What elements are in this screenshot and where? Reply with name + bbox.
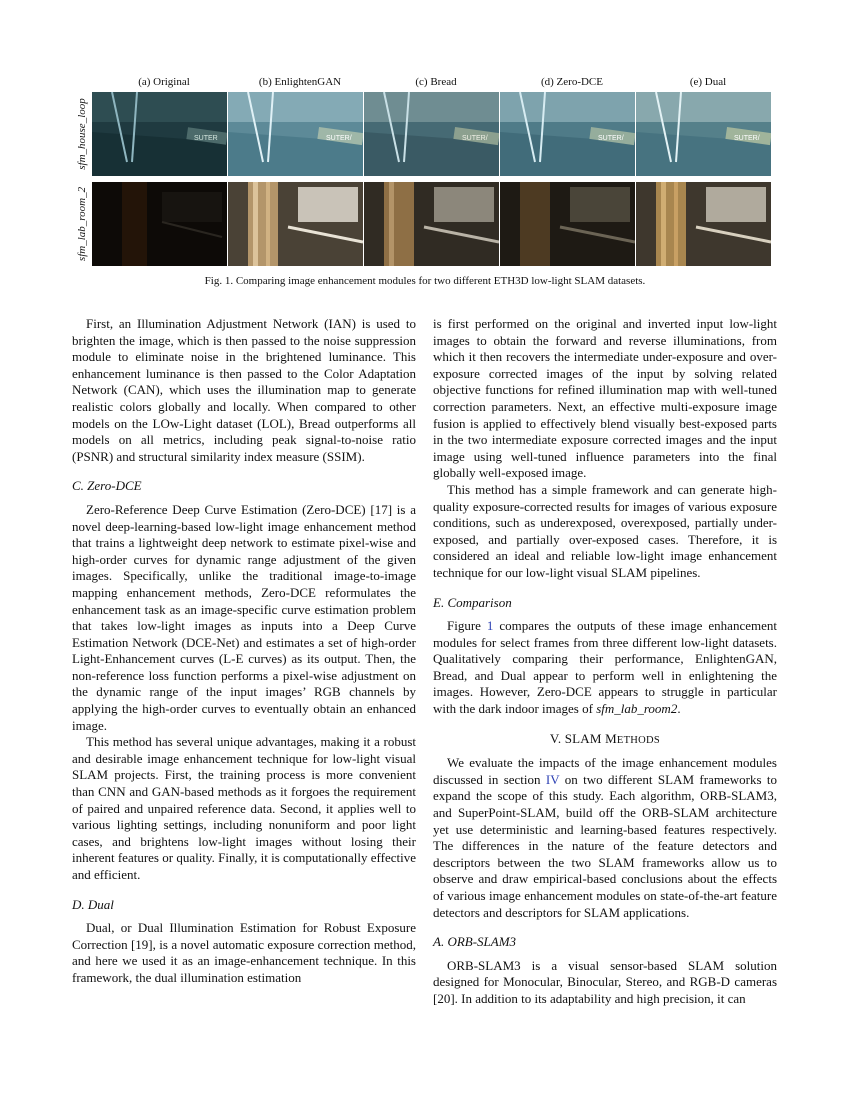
subsection-heading-dual: D. Dual [72, 896, 114, 912]
paragraph: Zero-Reference Deep Curve Estimation (Zero-DCE) [17] is a novel deep-learning-based low-light image enhancement method that trains a lightweight deep network to estimate pixel-wise and high-order curves for dynamic range adjustment of the given images. Specifically, unlike the traditional image-to-image mapping enhancement methods, Zero-DCE reformulates the enhancement task as an image-specific curve estimation problem that takes low-light images as inputs into a Deep Curve Estimation Network (DCE-Net) and estimates a set of high-order Light-Enhancement curves (L-E curves) as its output. Then, the non-reference loss function performs a pixel-wise adjustment on the dynamic range of the input images’ RGB channels by applying the high-order curves to eventually obtain an enhanced image. [72, 501, 416, 733]
figure-caption: Fig. 1. Comparing image enhancement modules for two different ETH3D low-light SLAM datasets. [204, 275, 646, 287]
row-label-lab-room: sfm_lab_room_2 [76, 186, 88, 262]
image-lab-bread [364, 182, 499, 266]
svg-text:SUTER/: SUTER/ [462, 135, 488, 142]
column-label-enlightengan: (b) EnlightenGAN [258, 76, 342, 88]
svg-text:SUTER: SUTER [194, 135, 218, 142]
section-heading-slam-methods: V. SLAM METHODS [549, 730, 661, 746]
image-house-bread [364, 92, 499, 176]
column-label-zero-dce: (d) Zero-DCE [540, 76, 603, 88]
image-house-dual [636, 92, 771, 176]
left-column [72, 316, 416, 987]
figure-ref-link[interactable]: 1 [486, 618, 494, 634]
right-column [433, 316, 777, 1008]
paragraph: We evaluate the impacts of the image enhancement modules discussed in section IV on two different SLAM frameworks to expand the scope of this study. Each algorithm, ORB-SLAM3, and SuperPoint-SLAM, build off the ORB-SLAM architecture yet use deterministic and learning-based features respectively. The differences in the nature of the feature detectors and descriptors between the two SLAM frameworks allow us to observe and draw empirical-based conclusions about the effects of various image enhancement modules on state-of-the-art feature detectors and descriptors for SLAM applications. [433, 755, 777, 920]
subsection-heading-comparison: E. Comparison [433, 594, 512, 610]
paragraph: This method has several unique advantages, making it a robust and desirable image enhancement technique for low-light visual SLAM projects. First, the training process is more convenient than CNN and GAN-based methods as it forgoes the requirement of paired and unpaired reference data. Second, it applies well to various lighting settings, including nonuniform and poor light cases, and brightens low-light images without losing their inherent features or quality. Finally, it is computationally effective and efficient. [72, 734, 416, 882]
image-lab-dual [636, 182, 771, 266]
section-ref-link[interactable]: IV [545, 771, 560, 787]
subsection-heading-zero-dce: C. Zero-DCE [72, 478, 142, 494]
column-label-dual: (e) Dual [689, 76, 727, 88]
svg-text:SUTER/: SUTER/ [734, 135, 760, 142]
row-label-house-loop: sfm_house_loop [76, 98, 88, 170]
image-lab-original [92, 182, 227, 266]
figure-1 [72, 72, 778, 272]
paragraph: is first performed on the original and inverted input low-light images to obtain the forward and reverse illuminations, from which it then recovers the intermediate under-exposure and over-exposure corrected images of the input by solving related objective functions for refined illumination map with well-tuned correction parameters. Next, an effective multi-exposure image fusion is applied to effectively blend visually best-exposed parts in the two intermediate exposure corrected images and the input image using well-tuned influence parameters into the final globally well-exposed image. [433, 316, 777, 481]
paragraph: ORB-SLAM3 is a visual sensor-based SLAM solution designed for Monocular, Binocular, Stereo, and RGB-D cameras [20]. In addition to its adaptability and high precision, it can [433, 957, 777, 1006]
image-house-original [92, 92, 227, 176]
image-house-enlightengan [228, 92, 363, 176]
image-house-zero-dce [500, 92, 635, 176]
image-lab-zero-dce [500, 182, 635, 266]
image-lab-enlightengan [228, 182, 363, 266]
paragraph: This method has a simple framework and can generate high-quality exposure-corrected results for images of various exposure conditions, such as underexposed, overexposed, partially under-exposed, and partially over-exposed cases. Therefore, it is considered an ideal and reliable low-light image enhancement technique for our low-light visual SLAM pipelines. [433, 481, 777, 580]
paragraph: First, an Illumination Adjustment Network (IAN) is used to brighten the image, which is then passed to the noise suppression module to eliminate noise in the brightened luminance. This enhancement luminance is then passed to the Color Adaptation Network (CAN), which uses the illumination map to generate realistic colors globally and locally. When compared to other models on the LOw-Light dataset (LOL), Bread outperforms all models on all metrics, including peak signal-to-noise ratio (PSNR) and structural similarity index measure (SSIM). [72, 316, 416, 464]
svg-text:SUTER/: SUTER/ [598, 135, 624, 142]
svg-text:SUTER/: SUTER/ [326, 135, 352, 142]
subsection-heading-orb-slam3: A. ORB-SLAM3 [433, 934, 517, 950]
paragraph: Figure 1 compares the outputs of these image enhancement modules for select frames from three different low-light datasets. Qualitatively comparing their performance, EnlightenGAN, Bread, and Dual appear to perform well in enlightening the images. However, Zero-DCE appears to struggle in particular with the dark indoor images of sfm_lab_room2. [433, 618, 777, 717]
column-label-original: (a) Original [138, 76, 190, 88]
paragraph: Dual, or Dual Illumination Estimation for Robust Exposure Correction [19], is a novel automatic exposure correction method, and here we used it as an image-enhancement technique. In this framework, the dual illumination estimation [72, 920, 416, 985]
column-label-bread: (c) Bread [415, 76, 457, 88]
